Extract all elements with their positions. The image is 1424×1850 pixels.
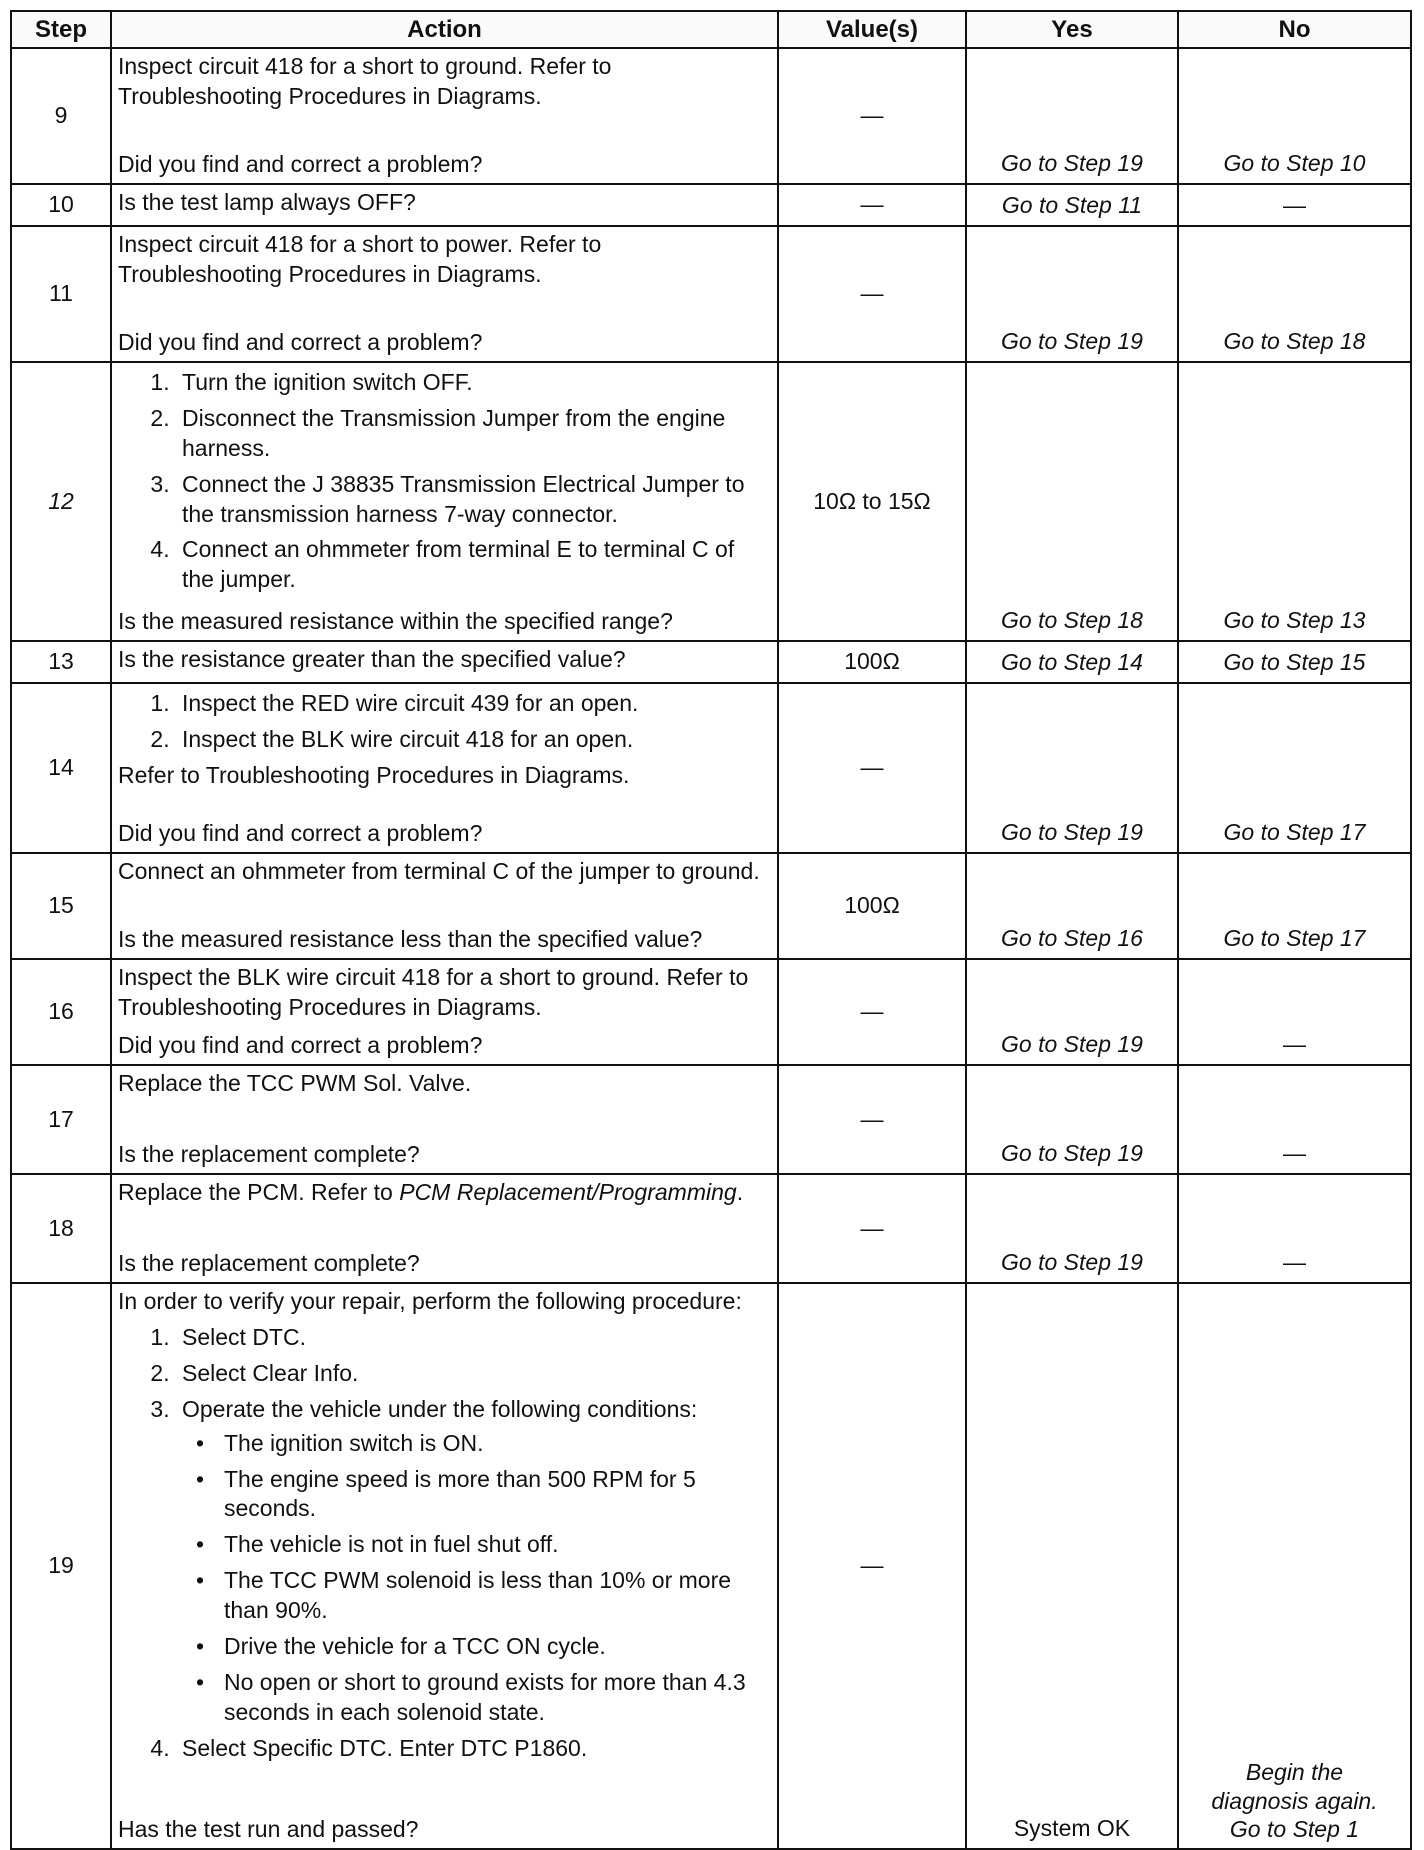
action-text [118, 1178, 771, 1208]
action-cell [111, 48, 778, 184]
list-item: 1. Inspect the RED wire circuit 439 for an open. [176, 689, 771, 719]
no-cell: — [1178, 1065, 1411, 1174]
value-cell: — [778, 226, 966, 362]
action-cell [111, 1065, 778, 1174]
condition-item: • The ignition switch is ON. [218, 1429, 771, 1459]
list-item: 4. Select Specific DTC. Enter DTC P1860. [176, 1734, 771, 1764]
yes-cell: Go to Step 19 [966, 1065, 1178, 1174]
yes-cell: Go to Step 19 [966, 959, 1178, 1065]
list-item: 3. Connect the J 38835 Transmission Electrical Jumper to the transmission harness 7-way connector. [176, 470, 771, 530]
header-no: No [1178, 11, 1411, 48]
action-question: Is the replacement complete? [118, 1141, 420, 1168]
condition-item: • The engine speed is more than 500 RPM for 5 seconds. [218, 1465, 771, 1525]
pcm-reference: PCM Replacement/Programming [399, 1179, 737, 1206]
list-item [176, 1395, 771, 1728]
table-row-step-14 [11, 683, 1411, 853]
step-number: 19 [11, 1283, 111, 1849]
action-cell [111, 362, 778, 641]
action-text: Replace the TCC PWM Sol. Valve. [118, 1070, 472, 1097]
table-row-step-11 [11, 226, 1411, 362]
list-item: 4. Connect an ohmmeter from terminal E to terminal C of the jumper. [176, 535, 771, 595]
yes-cell: System OK [966, 1283, 1178, 1849]
condition-item: • No open or short to ground exists for more than 4.3 seconds in each solenoid state. [218, 1668, 771, 1728]
yes-cell: Go to Step 19 [966, 1174, 1178, 1283]
list-item: 1. Turn the ignition switch OFF. [176, 368, 771, 398]
step-number: 18 [11, 1174, 111, 1283]
step-number: 14 [11, 683, 111, 853]
step-number: 12 [11, 362, 111, 641]
yes-cell: Go to Step 11 [966, 184, 1178, 226]
action-cell [111, 853, 778, 959]
table-row-step-10 [11, 184, 1411, 226]
value-cell: — [778, 1174, 966, 1283]
action-cell [111, 184, 778, 226]
header-values: Value(s) [778, 11, 966, 48]
no-cell [1178, 1283, 1411, 1849]
action-cell [111, 959, 778, 1065]
no-cell: Go to Step 17 [1178, 853, 1411, 959]
header-action: Action [111, 11, 778, 48]
value-cell: — [778, 683, 966, 853]
list-item-text: Operate the vehicle under the following conditions: [182, 1395, 698, 1422]
list-item: 2. Select Clear Info. [176, 1359, 771, 1389]
diagnostic-steps-table [10, 10, 1412, 1850]
yes-cell: Go to Step 19 [966, 226, 1178, 362]
condition-item: • Drive the vehicle for a TCC ON cycle. [218, 1632, 771, 1662]
table-row-step-18 [11, 1174, 1411, 1283]
value-cell: — [778, 1283, 966, 1849]
action-text: Inspect circuit 418 for a short to power. Refer to Troubleshooting Procedures in Diagrams. [118, 231, 602, 287]
no-cell: — [1178, 1174, 1411, 1283]
action-text: In order to verify your repair, perform the following procedure: [118, 1288, 742, 1315]
conditions-list [182, 1429, 771, 1728]
table-row-step-9 [11, 48, 1411, 184]
action-question: Did you find and correct a problem? [118, 820, 483, 847]
action-question: Is the measured resistance less than the specified value? [118, 926, 703, 953]
no-cell: — [1178, 184, 1411, 226]
step-number: 16 [11, 959, 111, 1065]
action-text: Inspect the BLK wire circuit 418 for a short to ground. Refer to Troubleshooting Procedures in Diagrams. [118, 964, 749, 1021]
table-row-step-16 [11, 959, 1411, 1065]
step-number: 10 [11, 184, 111, 226]
step-number: 11 [11, 226, 111, 362]
action-text: Connect an ohmmeter from terminal C of the jumper to ground. [118, 858, 760, 885]
value-cell: 10Ω to 15Ω [778, 362, 966, 641]
action-text: Refer to Troubleshooting Procedures in Diagrams. [118, 761, 630, 788]
no-cell: Go to Step 13 [1178, 362, 1411, 641]
value-cell: — [778, 184, 966, 226]
list-item: 2. Inspect the BLK wire circuit 418 for an open. [176, 725, 771, 755]
no-cell: Go to Step 10 [1178, 48, 1411, 184]
action-question: Did you find and correct a problem? [118, 329, 483, 356]
no-line: Begin the [1245, 1758, 1344, 1785]
value-cell: — [778, 959, 966, 1065]
action-list [118, 689, 771, 755]
value-cell: 100Ω [778, 641, 966, 683]
action-question: Is the replacement complete? [118, 1250, 420, 1277]
header-yes: Yes [966, 11, 1178, 48]
step-number: 17 [11, 1065, 111, 1174]
header-step: Step [11, 11, 111, 48]
action-question: Is the resistance greater than the specified value? [118, 646, 626, 673]
action-list [118, 1323, 771, 1764]
no-cell: — [1178, 959, 1411, 1065]
value-cell: — [778, 1065, 966, 1174]
table-row-step-12 [11, 362, 1411, 641]
step-number: 15 [11, 853, 111, 959]
action-text-lead: Replace the PCM. Refer to [118, 1179, 400, 1206]
step-number: 13 [11, 641, 111, 683]
yes-cell: Go to Step 18 [966, 362, 1178, 641]
no-cell: Go to Step 17 [1178, 683, 1411, 853]
no-line: Go to Step 1 [1229, 1816, 1360, 1843]
step-number: 9 [11, 48, 111, 184]
table-header-row [11, 11, 1411, 48]
action-cell [111, 1283, 778, 1849]
action-question: Did you find and correct a problem? [118, 151, 483, 178]
diagnostic-table-page [10, 10, 1410, 1850]
action-text: Inspect circuit 418 for a short to ground. Refer to Troubleshooting Procedures in Diagrams. [118, 53, 612, 109]
table-row-step-15 [11, 853, 1411, 959]
list-item: 2. Disconnect the Transmission Jumper from the engine harness. [176, 404, 771, 464]
yes-cell: Go to Step 14 [966, 641, 1178, 683]
yes-cell: Go to Step 16 [966, 853, 1178, 959]
condition-item: • The vehicle is not in fuel shut off. [218, 1530, 771, 1560]
no-cell: Go to Step 15 [1178, 641, 1411, 683]
action-cell [111, 641, 778, 683]
value-cell: 100Ω [778, 853, 966, 959]
table-row-step-13 [11, 641, 1411, 683]
action-question: Is the test lamp always OFF? [118, 189, 416, 215]
condition-item: • The TCC PWM solenoid is less than 10% or more than 90%. [218, 1566, 771, 1626]
yes-cell: Go to Step 19 [966, 48, 1178, 184]
action-text-end: . [736, 1179, 744, 1206]
action-question: Is the measured resistance within the specified range? [118, 608, 673, 635]
no-line: diagnosis again. [1211, 1787, 1378, 1814]
action-cell [111, 1174, 778, 1283]
table-row-step-19 [11, 1283, 1411, 1849]
action-cell [111, 226, 778, 362]
table-row-step-17 [11, 1065, 1411, 1174]
no-cell: Go to Step 18 [1178, 226, 1411, 362]
list-item: 1. Select DTC. [176, 1323, 771, 1353]
action-list [118, 366, 771, 601]
value-cell: — [778, 48, 966, 184]
action-question: Did you find and correct a problem? [118, 1032, 483, 1059]
action-question: Has the test run and passed? [118, 1816, 419, 1843]
yes-cell: Go to Step 19 [966, 683, 1178, 853]
action-cell [111, 683, 778, 853]
